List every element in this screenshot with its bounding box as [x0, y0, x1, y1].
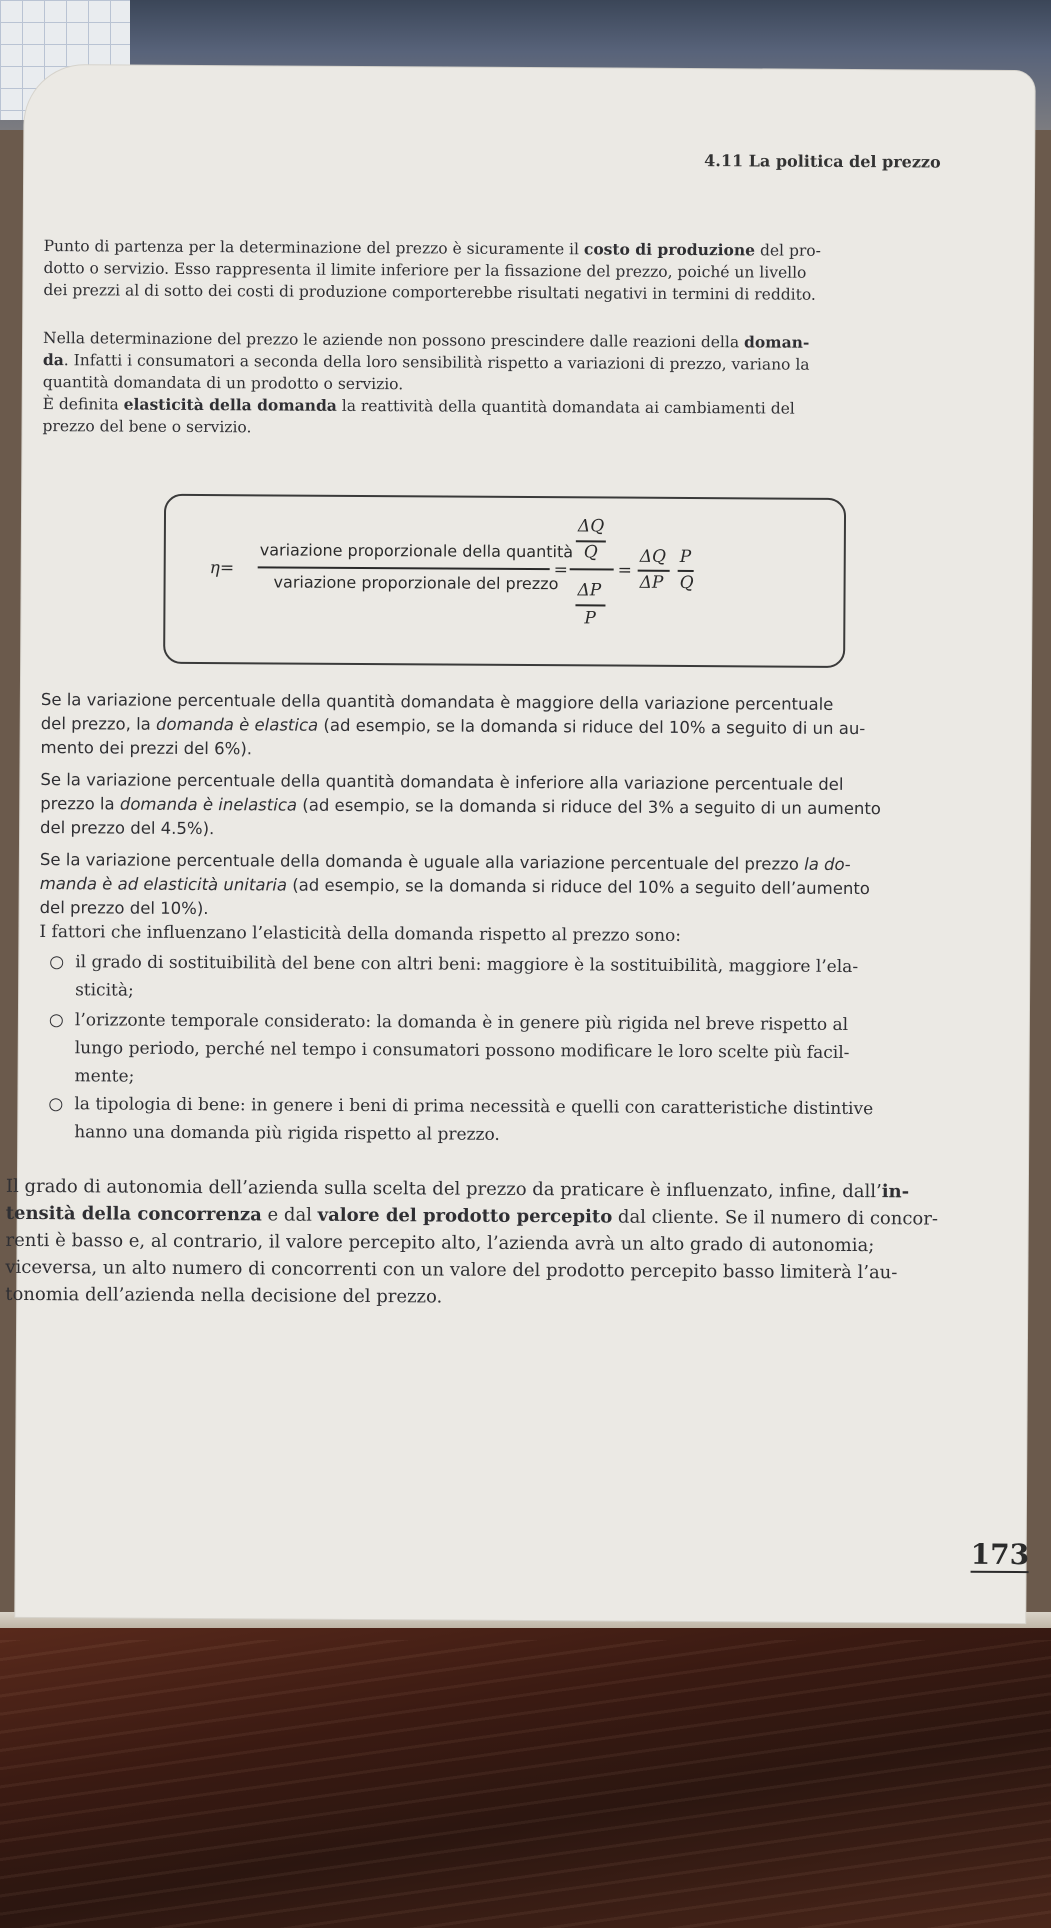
bullet-icon: ○	[49, 952, 65, 973]
eta-symbol: η=	[209, 558, 235, 579]
text-line: del prezzo del 10%).	[39, 898, 209, 919]
text-line: mento dei prezzi del 6%).	[40, 738, 253, 759]
text-line: da. Infatti i consumatori a seconda della loro sensibilità rispetto a variazioni di prezzo, variano la	[42, 350, 810, 374]
formula-numerator: variazione proporzionale della quantità	[259, 540, 574, 562]
delta-q: ΔQ	[639, 546, 667, 567]
delta-p: ΔP	[639, 572, 664, 593]
text-line: Nella determinazione del prezzo le aziende non possono prescindere dalle reazioni della doman-	[43, 329, 810, 352]
p-symbol: P	[584, 608, 596, 629]
bullet-icon: ○	[48, 1010, 64, 1031]
list-item: l’orizzonte temporale considerato: la domanda è in genere più rigida nel breve rispetto al	[74, 1010, 849, 1035]
fraction-bar	[638, 570, 670, 572]
delta-q: ΔQ	[577, 516, 605, 537]
fraction-bar	[678, 570, 694, 572]
q-symbol: Q	[679, 572, 694, 594]
text-line: dotto o servizio. Esso rappresenta il limite inferiore per la fissazione del prezzo, poiché un livello	[43, 259, 807, 282]
text-line: tonomia dell’azienda nella decisione del prezzo.	[5, 1283, 443, 1308]
text-line: renti è basso e, al contrario, il valore percepito alto, l’azienda avrà un alto grado di autonomia;	[5, 1229, 875, 1257]
bullet-icon: ○	[48, 1094, 64, 1115]
list-item: hanno una domanda più rigida rispetto al prezzo.	[74, 1122, 500, 1145]
text-line: viceversa, un alto numero di concorrenti con un valore del prodotto percepito basso limiterà l’au-	[5, 1256, 898, 1284]
text-line: prezzo del bene o servizio.	[42, 417, 252, 437]
text-line: manda è ad elasticità unitaria (ad esempio, se la domanda si riduce del 10% a seguito dell’aumento	[39, 874, 870, 899]
text-line: dei prezzi al di sotto dei costi di produzione comporterebbe risultati negativi in termini di reddito.	[43, 281, 816, 304]
page-number: 173	[970, 1537, 1030, 1572]
section-header: 4.11 La politica del prezzo	[704, 151, 941, 172]
q-symbol: Q	[583, 542, 598, 563]
fraction-bar	[575, 604, 605, 606]
text-line: del prezzo del 4.5%).	[40, 818, 215, 839]
text-line: quantità domandata di un prodotto o servizio.	[42, 373, 404, 394]
wood-grain	[0, 1640, 1051, 1928]
list-item: mente;	[74, 1066, 135, 1087]
text-line: Punto di partenza per la determinazione del prezzo è sicuramente il costo di produzione del pro-	[43, 237, 821, 260]
delta-p: ΔP	[577, 580, 602, 601]
equals-sign: =	[617, 560, 632, 581]
fraction-bar	[258, 566, 550, 569]
text-line: Se la variazione percentuale della quantità domandata è inferiore alla variazione percentuale del	[40, 770, 844, 794]
list-item: la tipologia di bene: in genere i beni di prima necessità e quelli con caratteristiche distintive	[74, 1094, 874, 1120]
list-item: lungo periodo, perché nel tempo i consumatori possono modificare le loro scelte più facil-	[74, 1038, 850, 1063]
text-line: Se la variazione percentuale della domanda è uguale alla variazione percentuale del prezzo la do-	[39, 850, 851, 874]
formula-denominator: variazione proporzionale del prezzo	[273, 572, 559, 594]
paragraph-autonomy	[5, 1173, 1006, 1314]
equals-sign: =	[553, 560, 568, 581]
text-line: Se la variazione percentuale della quantità domandata è maggiore della variazione percentuale	[40, 690, 834, 714]
list-item: sticità;	[75, 980, 134, 1001]
factors-intro: I fattori che influenzano l’elasticità della domanda rispetto al prezzo sono:	[39, 922, 682, 946]
p-symbol: P	[679, 546, 692, 568]
text-line: Il grado di autonomia dell’azienda sulla scelta del prezzo da praticare è influenzato, infine, dall’in-	[5, 1175, 910, 1203]
text-line: tensità della concorrenza e dal valore del prodotto percepito dal cliente. Se il numero di concor-	[5, 1202, 939, 1230]
text-line: del prezzo, la domanda è elastica (ad esempio, se la domanda si riduce del 10% a seguito di un au-	[40, 714, 866, 739]
fraction-bar	[570, 568, 614, 570]
text-line: È definita elasticità della domanda la reattività della quantità domandata ai cambiamenti del	[42, 394, 795, 418]
text-line: prezzo la domanda è inelastica (ad esempio, se la domanda si riduce del 3% a seguito di un aumento	[40, 794, 881, 819]
list-item: il grado di sostituibilità del bene con altri beni: maggiore è la sostituibilità, maggiore l’ela-	[75, 952, 859, 978]
book-page	[5, 65, 1034, 1623]
elasticity-formula-box	[163, 494, 846, 668]
